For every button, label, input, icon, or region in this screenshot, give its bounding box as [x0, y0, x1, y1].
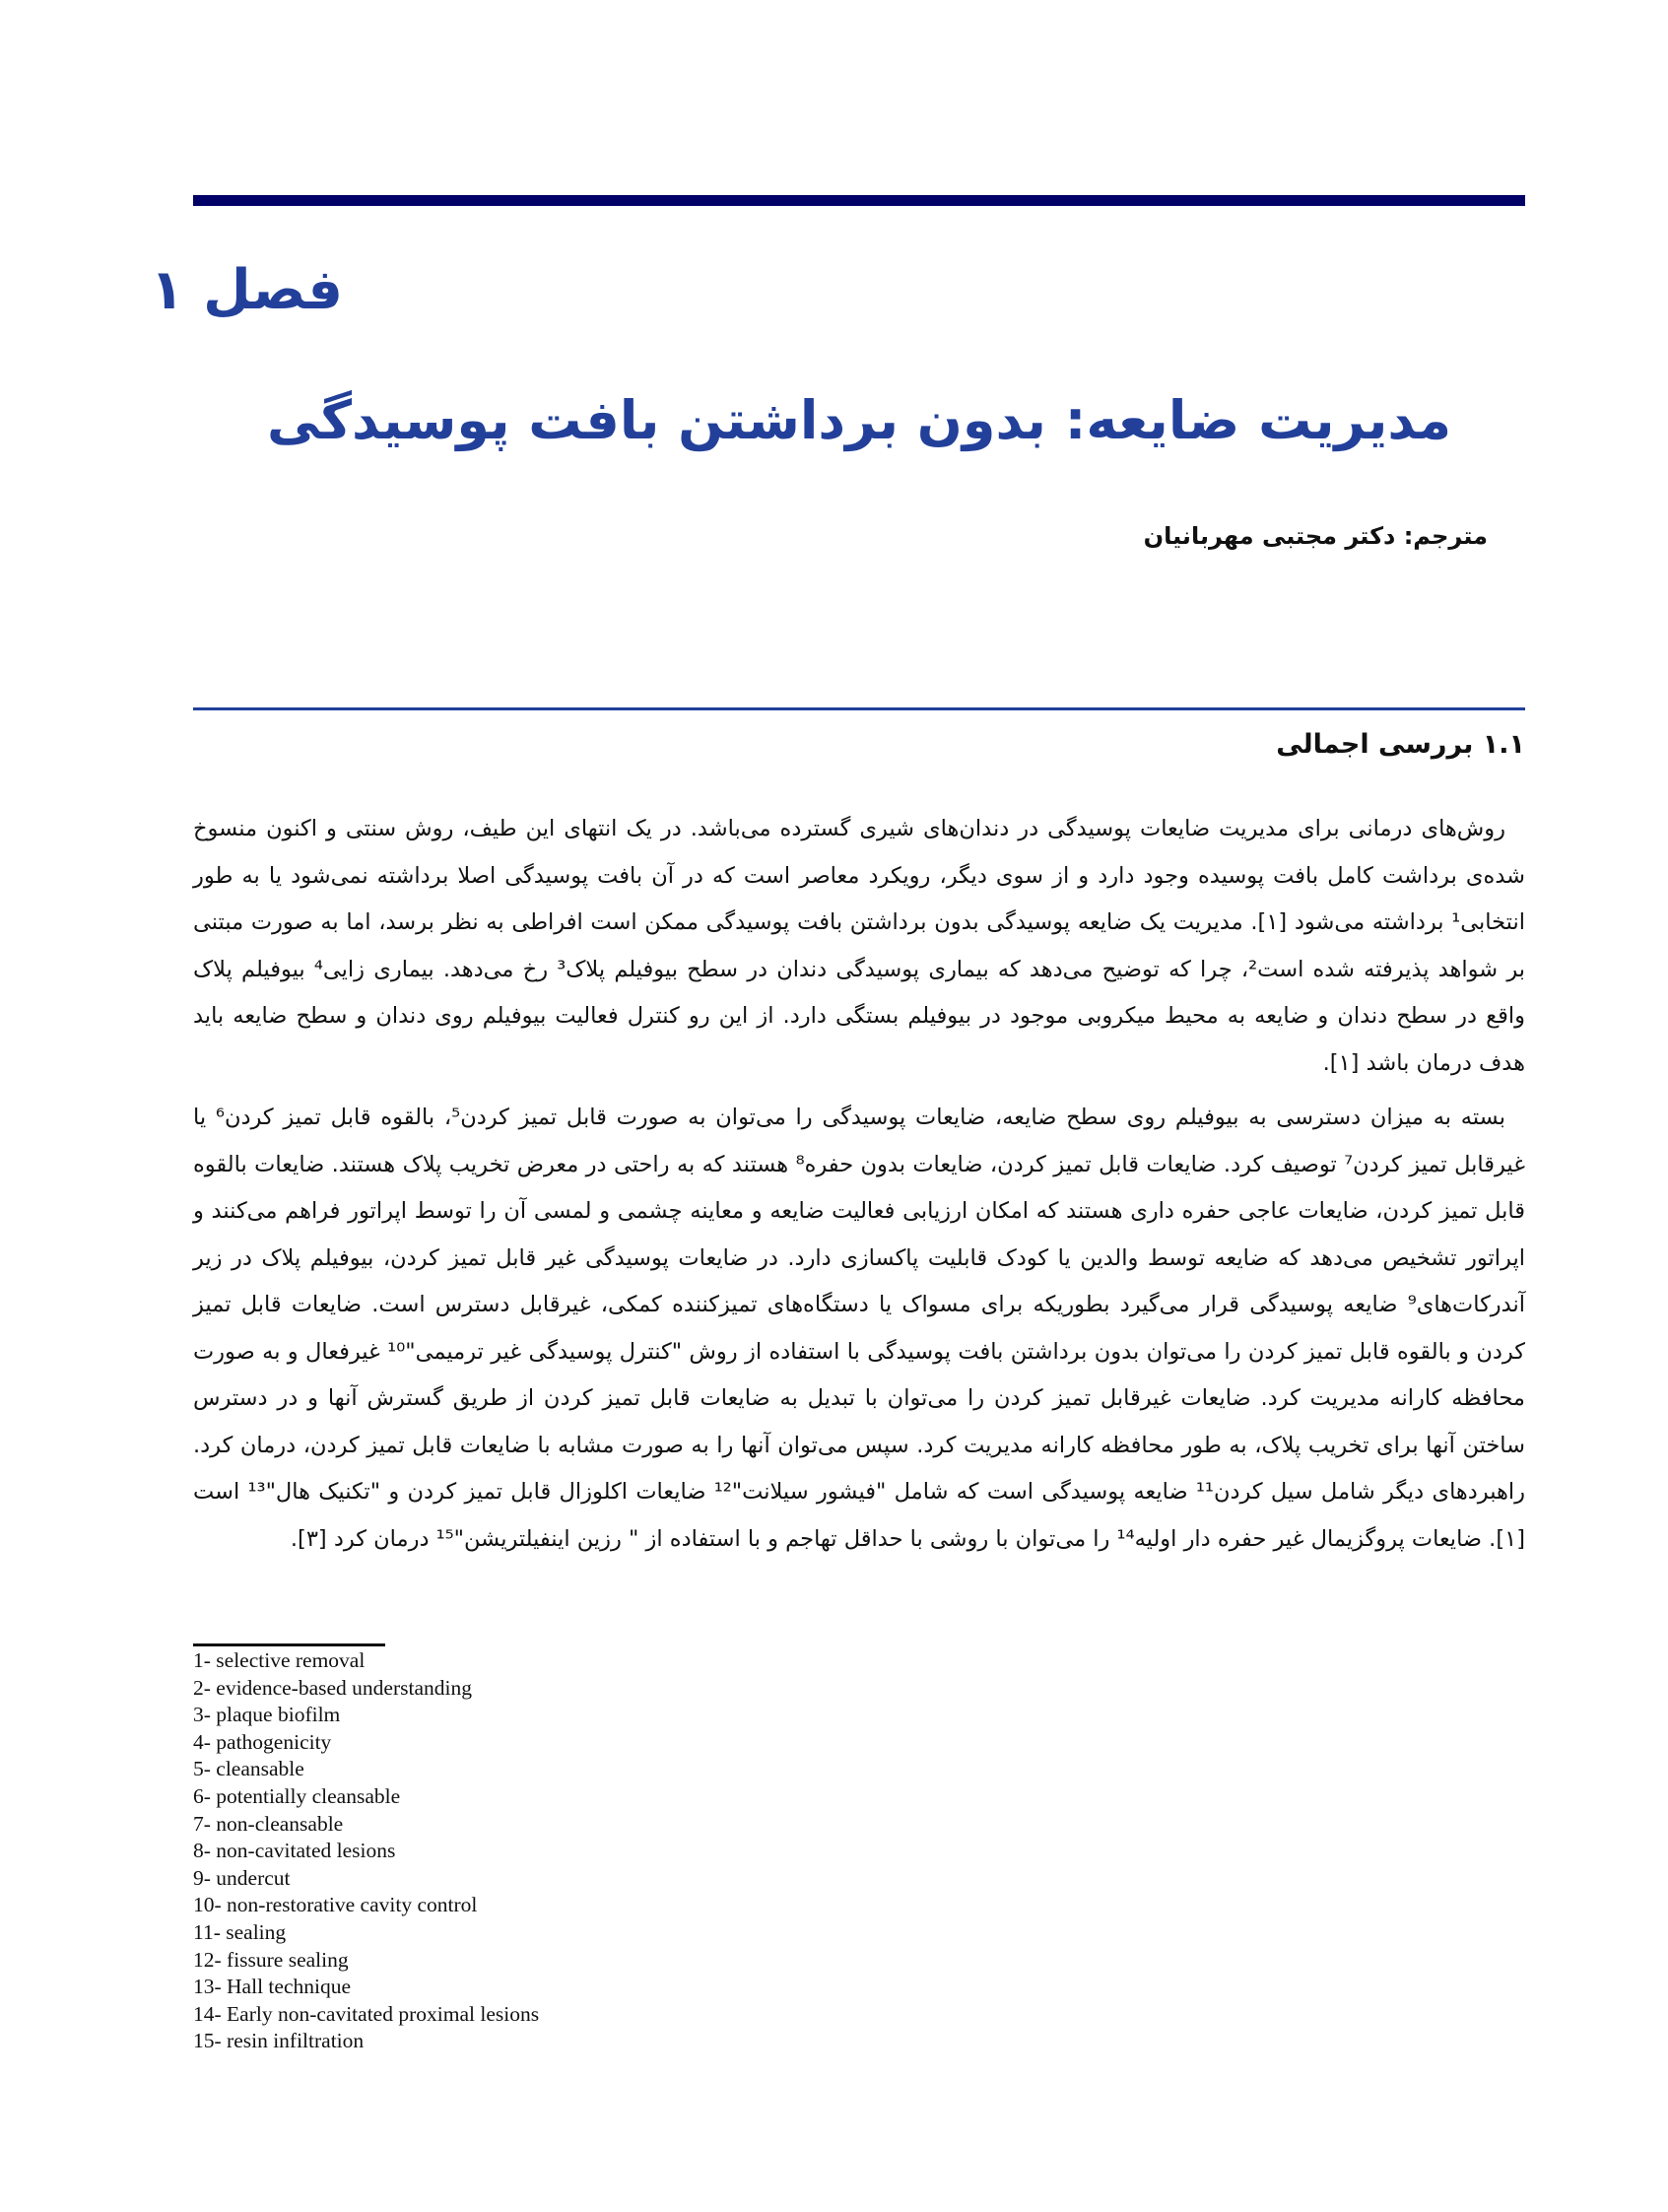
footnote: 6- potentially cleansable [193, 1783, 401, 1808]
footnote-separator [193, 1643, 385, 1646]
footnote: 10- non-restorative cavity control [193, 1893, 478, 1917]
footnote: 13- Hall technique [193, 1975, 352, 1999]
footnote: 5- cleansable [193, 1757, 304, 1781]
footnote: 1- selective removal [193, 1648, 366, 1672]
footnote: 2- evidence-based understanding [193, 1675, 472, 1700]
footnotes [193, 1647, 539, 2055]
section-heading: ۱.۱ بررسی اجمالی [1276, 729, 1525, 760]
chapter-top-rule [193, 195, 1525, 206]
paragraph: روش‌های درمانی برای مدیریت ضایعات پوسیدگی در دندان‌های شیری گسترده می‌باشد. در یک انتهای این طیف، روش سنتی و اکنون منسوخ شده‌ی برداشت کامل بافت پوسیده وجود دارد و از سوی دیگر، رویکرد معاصر است که در آن بافت پوسیدگی اصلا برداشته نمی‌شود یا به طور انتخابی¹ برداشته می‌شود [۱]. مدیریت یک ضایعه پوسیدگی بدون برداشتن بافت پوسیدگی ممکن است افراطی به نظر برسد، اما به صورت مبتنی بر شواهد پذیرفته شده است²، چرا که توضیح می‌دهد که بیماری پوسیدگی دندان در سطح بیوفیلم پلاک³ رخ می‌دهد. بیماری زایی⁴ بیوفیلم پلاک واقع در سطح دندان و ضایعه به محیط میکروبی موجود در بیوفیلم بستگی دارد. از این رو کنترل فعالیت بیوفیلم روی دندان و سطح ضایعه باید هدف درمان باشد [۱]. [193, 816, 1525, 1076]
footnote: 4- pathogenicity [193, 1729, 332, 1754]
chapter-title: مدیریت ضایعه: بدون برداشتن بافت پوسیدگی [266, 389, 1452, 451]
translator-credit: مترجم: دکتر مجتبی مهربانیان [1143, 522, 1488, 550]
chapter-label: فصل ۱ [150, 258, 343, 322]
footnote: 12- fissure sealing [193, 1947, 349, 1972]
footnote: 14- Early non-cavitated proximal lesions [193, 2001, 540, 2026]
footnote: 3- plaque biofilm [193, 1703, 341, 1727]
footnote: 7- non-cleansable [193, 1811, 344, 1836]
footnote: 15- resin infiltration [193, 2029, 365, 2053]
body-text [193, 806, 1525, 1571]
footnote: 11- sealing [193, 1919, 287, 1944]
footnote: 9- undercut [193, 1865, 291, 1890]
footnote: 8- non-cavitated lesions [193, 1839, 396, 1863]
section-rule [193, 707, 1525, 710]
paragraph: بسته به میزان دسترسی به بیوفیلم روی سطح ضایعه، ضایعات پوسیدگی را می‌توان به صورت قابل تمیز کردن⁵، بالقوه قابل تمیز کردن⁶ یا غیرقابل تمیز کردن⁷ توصیف کرد. ضایعات قابل تمیز کردن، ضایعات بدون حفره⁸ هستند که به راحتی در معرض تخریب پلاک هستند. ضایعات بالقوه قابل تمیز کردن، ضایعات عاجی حفره داری هستند که امکان ارزیابی فعالیت ضایعه و معاینه چشمی و لمسی آن را توسط اپراتور فراهم می‌کنند و اپراتور تشخیص می‌دهد که ضایعه توسط والدین یا کودک قابلیت پاکسازی دارد. در ضایعات پوسیدگی غیر قابل تمیز کردن، بیوفیلم پلاک در زیر آندرکات‌های⁹ ضایعه پوسیدگی قرار می‌گیرد بطوریکه برای مسواک یا دستگاه‌های تمیزکننده کمکی، غیرقابل دسترس است. ضایعات قابل تمیز کردن و بالقوه قابل تمیز کردن را می‌توان بدون برداشتن بافت پوسیدگی با استفاده از روش "کنترل پوسیدگی غیر ترمیمی"¹⁰ غیرفعال و به صورت محافظه کارانه مدیریت کرد. ضایعات غیرقابل تمیز کردن را می‌توان با تبدیل به ضایعات قابل تمیز کردن از طریق گسترش آنها و در دسترس ساختن آنها برای تخریب پلاک، به طور محافظه کارانه مدیریت کرد. سپس می‌توان آنها را به صورت مشابه با ضایعات قابل تمیز کردن، درمان کرد. راهبردهای دیگر شامل سیل کردن¹¹ ضایعه پوسیدگی است که شامل "فیشور سیلانت"¹² ضایعات اکلوزال قابل تمیز کردن و "تکنیک هال"¹³ است [۱]. ضایعات پروگزیمال غیر حفره دار اولیه¹⁴ را می‌توان با روشی با حداقل تهاجم و با استفاده از " رزین اینفیلتریشن"¹⁵ درمان کرد [۳]. [193, 1105, 1525, 1552]
